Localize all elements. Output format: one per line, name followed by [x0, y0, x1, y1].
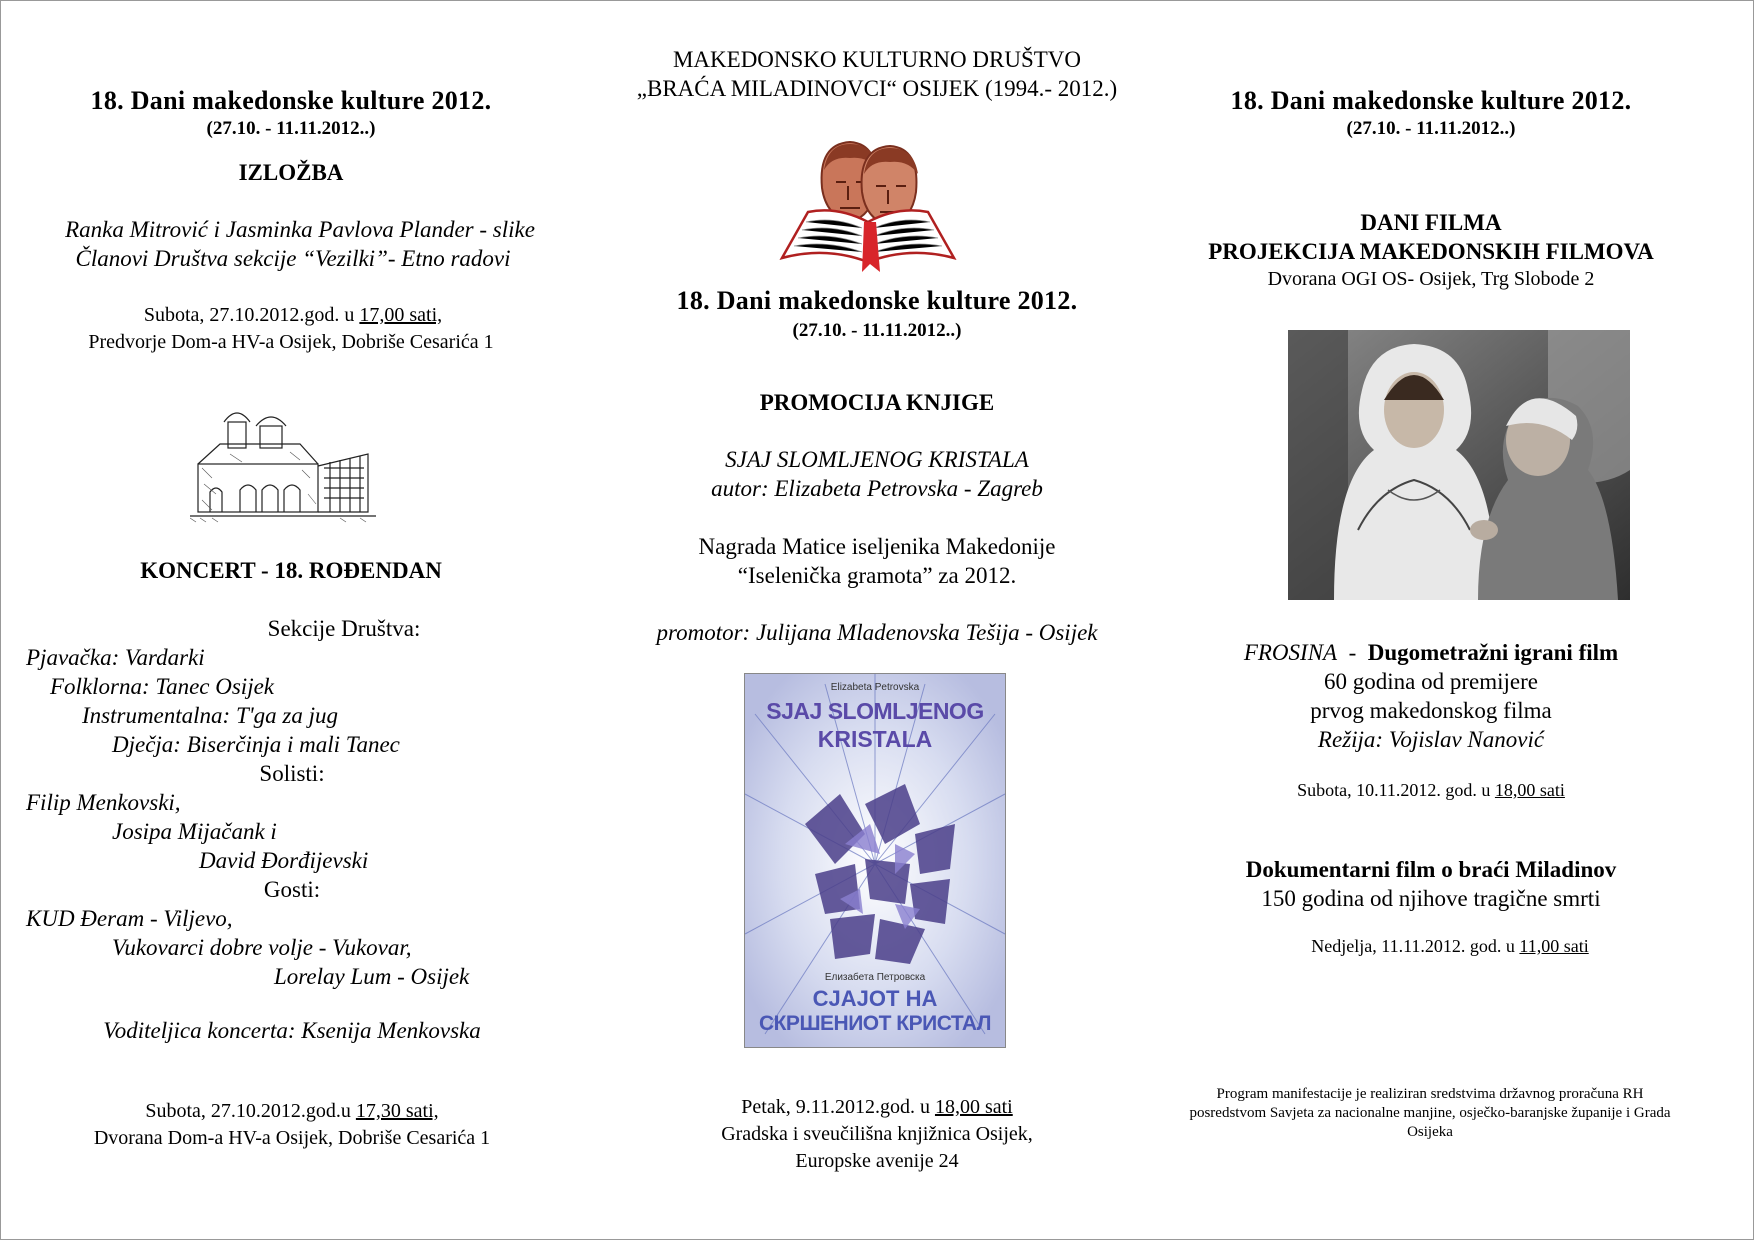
- exhibition-where: Predvorje Dom-a HV-a Osijek, Dobriše Cesarića 1: [88, 331, 494, 353]
- film2-title: Dokumentarni film o braći Miladinov: [1245, 857, 1617, 882]
- sections-label: Sekcije Društva:: [267, 616, 421, 641]
- film1-title-line: FROSINA - Dugometražni igrani film: [1243, 640, 1619, 665]
- film-projection-heading: PROJEKCIJA MAKEDONSKIH FILMOVA: [1208, 239, 1654, 264]
- award-line: Nagrada Matice iseljenika Makedonije: [698, 534, 1056, 559]
- book-promoter: promotor: Julijana Mladenovska Tešija - Osijek: [656, 620, 1098, 645]
- org-subtitle: „BRAĆA MILADINOVCI“ OSIJEK (1994.- 2012.): [636, 76, 1118, 101]
- film1-first-film: prvog makedonskog filma: [1310, 698, 1552, 723]
- concert-time: 17,30 sati,: [355, 1100, 439, 1122]
- org-name: MAKEDONSKO KULTURNO DRUŠTVO: [672, 47, 1082, 72]
- monastery-drawing: [190, 404, 376, 524]
- guest-item: Vukovarci dobre volje - Vukovar,: [112, 935, 412, 960]
- soloist-item: David Đorđijevski: [199, 848, 369, 873]
- concert-heading: KONCERT - 18. ROĐENDAN: [140, 558, 442, 583]
- section-item: Instrumentalna: T'ga za jug: [82, 703, 339, 728]
- cover-author-latin: Elizabeta Petrovska: [830, 682, 920, 693]
- film1-when: Subota, 10.11.2012. god. u 18,00 sati: [1297, 780, 1565, 800]
- film-still-photo: [1288, 330, 1630, 600]
- book-title: SJAJ SLOMLJENOG KRISTALA: [725, 447, 1029, 472]
- book-cover: [744, 673, 1006, 1048]
- book-author: autor: Elizabeta Petrovska - Zagreb: [711, 476, 1043, 501]
- cover-title-latin-1: SJAJ SLOMLJENOG: [766, 698, 984, 724]
- film1-time: 18,00 sati: [1494, 780, 1565, 800]
- film1-anniversary: 60 godina od premijere: [1324, 669, 1538, 694]
- film-venue: Dvorana OGI OS- Osijek, Trg Slobode 2: [1267, 268, 1595, 290]
- guests-label: Gosti:: [263, 877, 321, 902]
- open-book: [782, 210, 954, 272]
- cover-title-cyrillic-1: СЈАЈОТ НА: [812, 986, 938, 1011]
- book-promo-address: Europske avenije 24: [795, 1150, 959, 1172]
- concert-when: Subota, 27.10.2012.god.u 17,30 sati,: [145, 1100, 439, 1122]
- section-item: Folklorna: Tanec Osijek: [50, 674, 275, 699]
- left-dates: (27.10. - 11.11.2012..): [206, 118, 376, 139]
- soloist-item: Josipa Mijačank i: [112, 819, 277, 844]
- right-title: 18. Dani makedonske kulture 2012.: [1230, 86, 1632, 115]
- left-title: 18. Dani makedonske kulture 2012.: [90, 86, 492, 115]
- soloist-item: Filip Menkovski,: [26, 790, 181, 815]
- guest-item: KUD Đeram - Viljevo,: [26, 906, 233, 931]
- center-dates: (27.10. - 11.11.2012..): [792, 320, 962, 341]
- soloists-label: Solisti:: [259, 761, 325, 786]
- film1-title: FROSINA: [1243, 640, 1338, 665]
- book-promo-where: Gradska i sveučilišna knjižnica Osijek,: [721, 1123, 1033, 1145]
- guest-item: Lorelay Lum - Osijek: [274, 964, 470, 989]
- book-promo-when: Petak, 9.11.2012.god. u 18,00 sati: [741, 1096, 1013, 1118]
- cover-title-cyrillic-2: СКРШЕНИОТ КРИСТАЛ: [758, 1012, 992, 1035]
- funding-note: Program manifestacije je realiziran sredstvima državnog proračuna RH posredstvom Savjeta za nacionalne manjine, osječko-baranjske županije i Grada Osijeka: [1189, 1086, 1671, 1140]
- book-promo-time: 18,00 sati: [934, 1096, 1013, 1118]
- exhibition-when: Subota, 27.10.2012.god. u 17,00 sati,: [143, 304, 443, 326]
- cover-author-cyrillic: Елизабета Петровска: [824, 972, 926, 983]
- film-days-heading: DANI FILMA: [1360, 210, 1502, 235]
- exhibition-time: 17,00 sati,: [359, 304, 443, 326]
- cover-title-latin-2: KRISTALA: [817, 726, 933, 752]
- award-name: “Iselenička gramota” za 2012.: [737, 563, 1017, 588]
- concert-host: Voditeljica koncerta: Ksenija Menkovska: [103, 1018, 481, 1043]
- exhibition-artists: Ranka Mitrović i Jasminka Pavlova Plander - slike: [65, 217, 535, 242]
- exhibition-heading: IZLOŽBA: [238, 160, 344, 185]
- right-dates: (27.10. - 11.11.2012..): [1346, 118, 1516, 139]
- section-item: Pjavačka: Vardarki: [26, 645, 205, 670]
- exhibition-ethno: Članovi Društva sekcije “Vezilki”- Etno radovi: [75, 246, 511, 271]
- book-promo-heading: PROMOCIJA KNJIGE: [759, 390, 995, 415]
- film1-type: Dugometražni igrani film: [1367, 640, 1619, 665]
- film2-when: Nedjelja, 11.11.2012. god. u 11,00 sati: [1311, 936, 1589, 956]
- film2-subtitle: 150 godina od njihove tragične smrti: [1261, 886, 1601, 911]
- section-item: Dječja: Biserčinja i mali Tanec: [112, 732, 400, 757]
- center-title: 18. Dani makedonske kulture 2012.: [676, 286, 1078, 315]
- film1-director: Režija: Vojislav Nanović: [1317, 727, 1545, 752]
- film2-time: 11,00 sati: [1519, 936, 1589, 956]
- concert-where: Dvorana Dom-a HV-a Osijek, Dobriše Cesarića 1: [93, 1127, 491, 1149]
- society-logo: [778, 130, 958, 272]
